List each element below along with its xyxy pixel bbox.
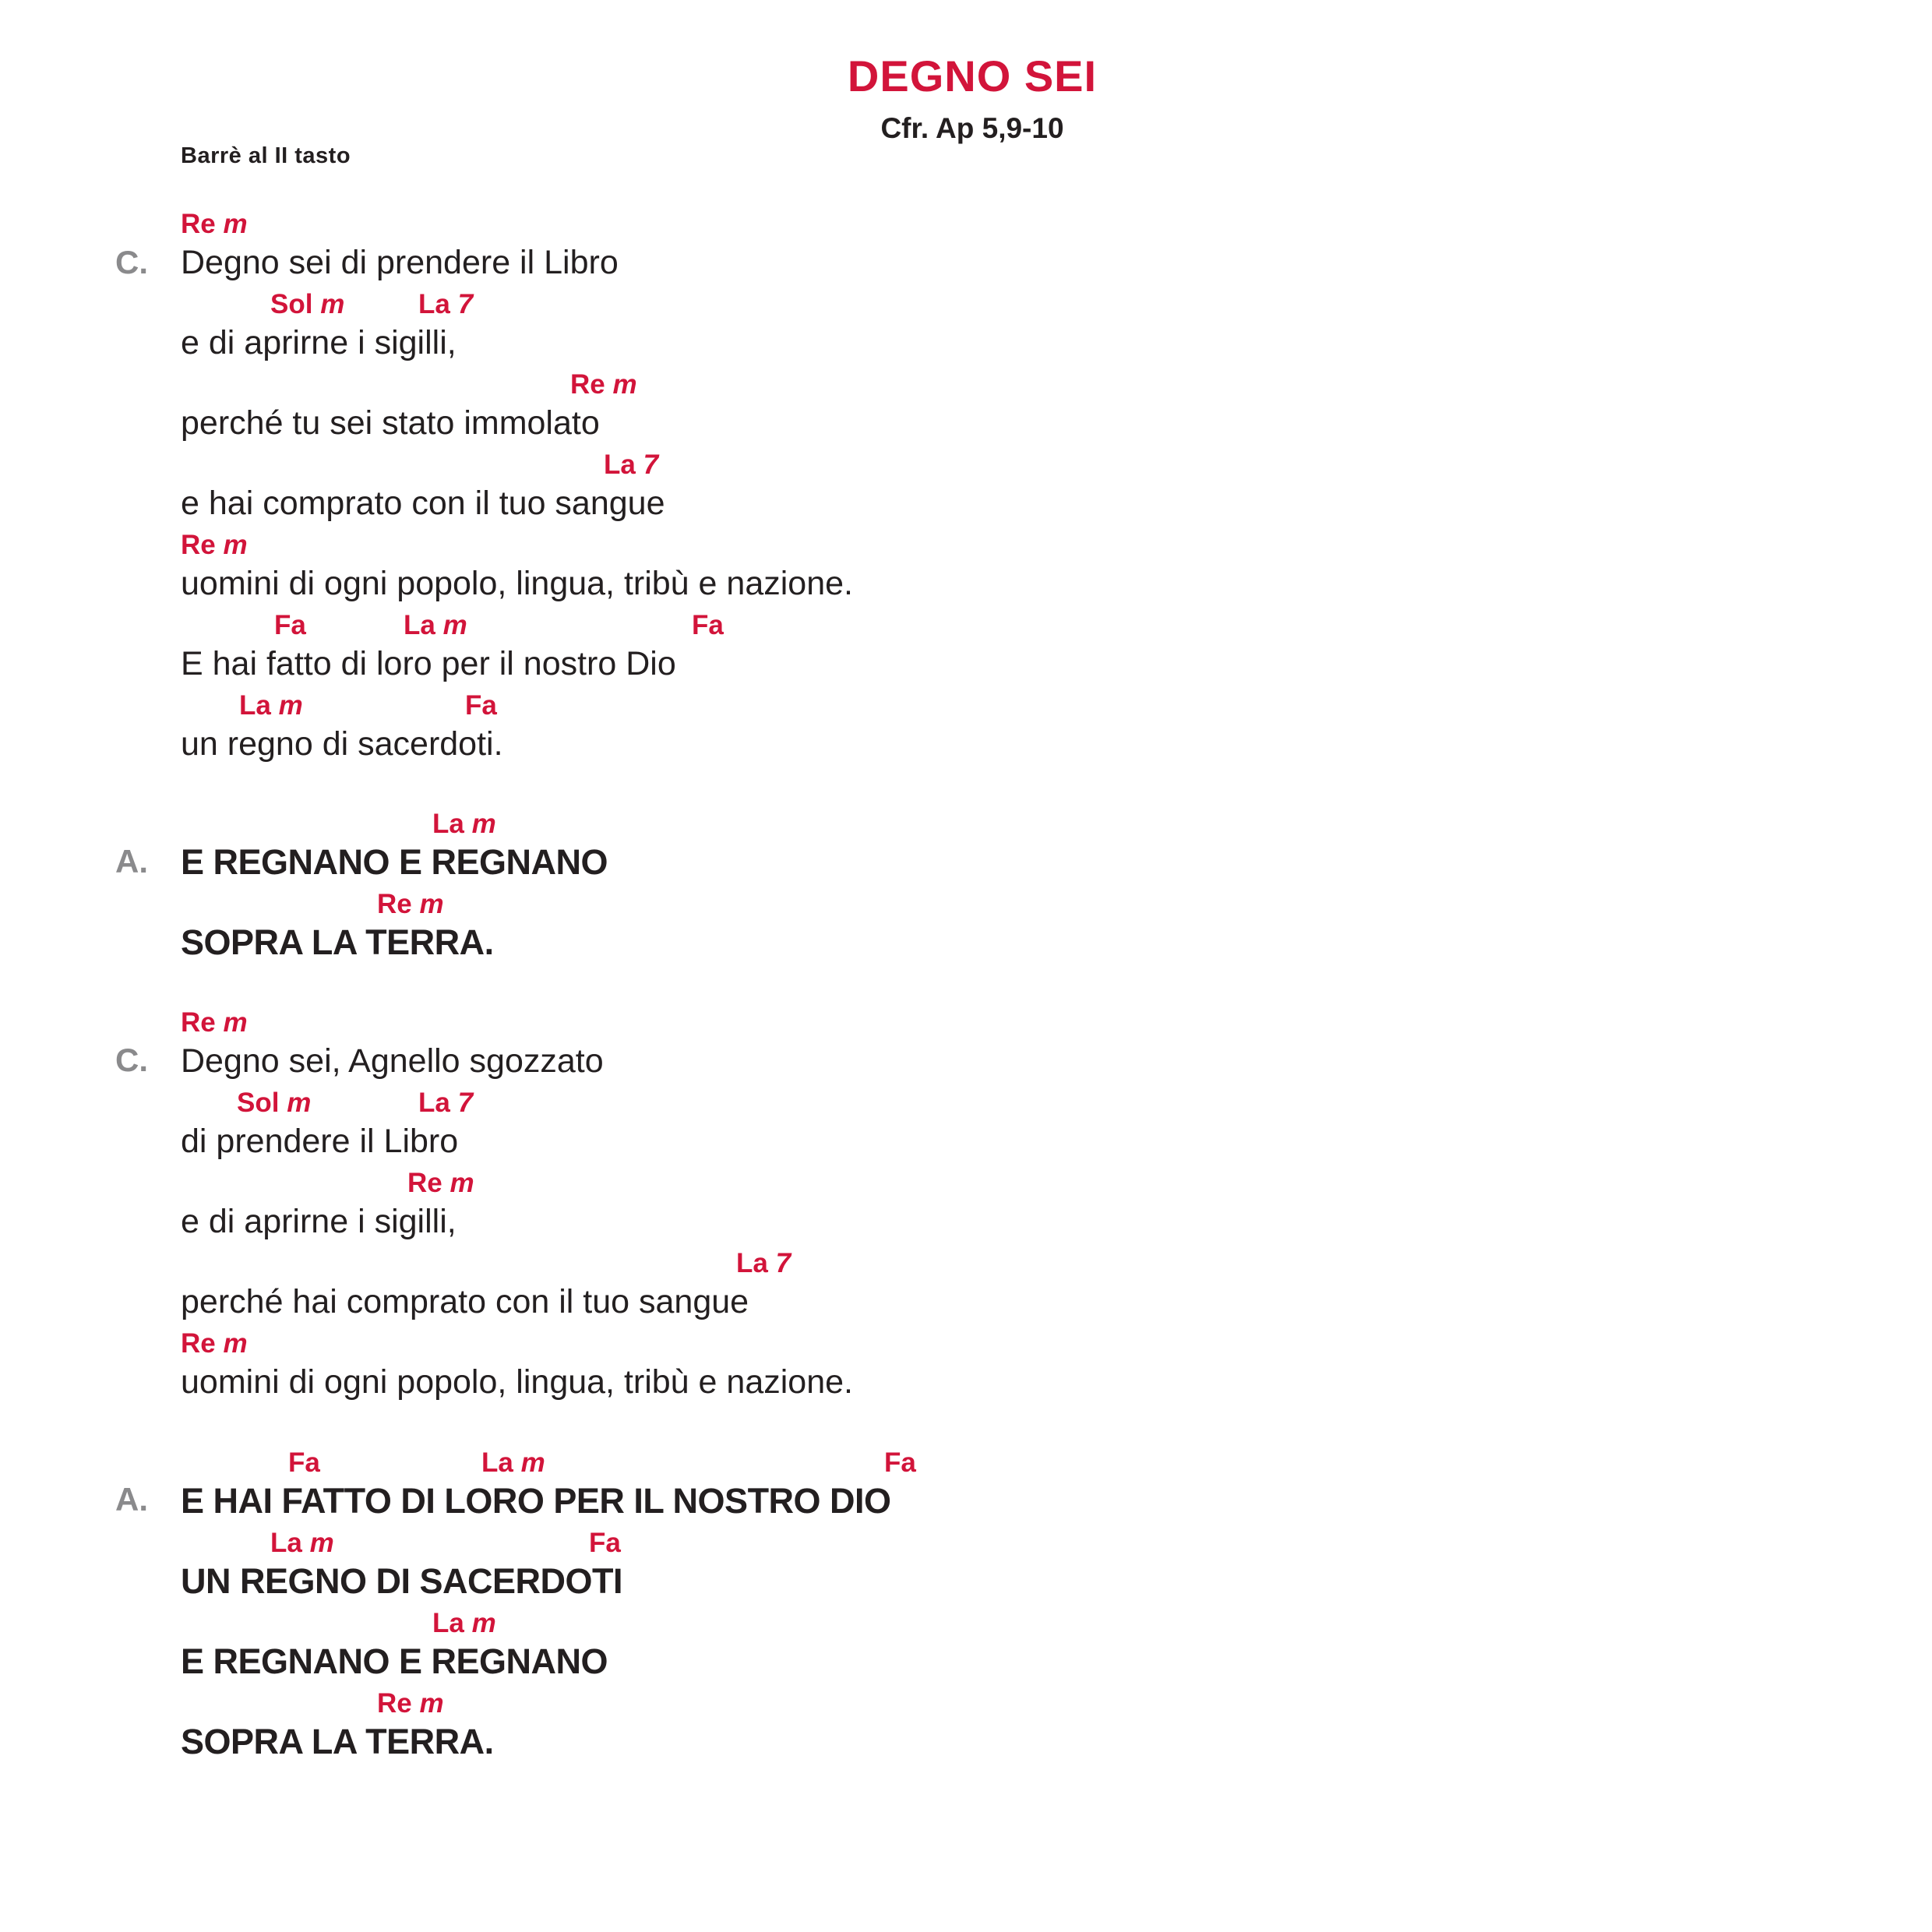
lyric-text: SOPRA LA TERRA. [181,1722,494,1761]
lyric-text: uomini di ogni popolo, lingua, tribù e nazione. [181,565,853,602]
capo-note: Barrè al II tasto [181,143,351,168]
chord: Fa [274,610,306,640]
chord: La m [481,1447,545,1478]
lyric-line [181,1330,1427,1411]
chord: Re m [181,530,248,560]
lyric-text: perché hai comprato con il tuo sangue [181,1283,749,1320]
lyric-text: E REGNANO E REGNANO [181,1641,608,1681]
lyric-text: e di aprirne i sigilli, [181,324,457,361]
chord: Re m [181,209,248,239]
lyric-line [181,371,1427,452]
song-title: DEGNO SEI [847,51,1098,100]
lyric-line [181,612,1427,693]
stanza-label-assembly: A. [115,843,148,880]
lyric-line [181,810,1427,891]
lyric-line [181,1169,1427,1250]
chord: Fa [692,610,724,640]
lyric-text: UN REGNO DI SACERDOTI [181,1561,623,1601]
lyric-text: Degno sei di prendere il Libro [181,244,619,281]
chord: La m [432,1608,496,1638]
chord: La m [404,610,467,640]
lyric-line [181,1449,1427,1530]
lyric-text: un regno di sacerdoti. [181,725,503,763]
stanza-label-cantor: C. [115,244,148,280]
chord: Sol m [237,1088,312,1118]
lyric-text: E REGNANO E REGNANO [181,842,608,882]
chord: Re m [181,1328,248,1359]
chord: La 7 [736,1248,791,1278]
chord: Fa [288,1447,320,1478]
lyric-text: di prendere il Libro [181,1123,459,1160]
lyric-text: uomini di ogni popolo, lingua, tribù e nazione. [181,1363,853,1401]
lyric-text: SOPRA LA TERRA. [181,922,494,962]
chord: Fa [589,1528,621,1558]
chord: Re m [377,889,444,919]
stanza-label-cantor: C. [115,1042,148,1078]
chord: Sol m [270,289,345,319]
chord: Fa [884,1447,916,1478]
lyric-line [181,1009,1427,1090]
chord: La 7 [604,450,659,480]
lyric-text: Degno sei, Agnello sgozzato [181,1042,604,1080]
chord: Re m [181,1007,248,1038]
lyric-line [181,1529,1427,1610]
bible-reference: Cfr. Ap 5,9-10 [880,112,1064,144]
lyric-text: E HAI FATTO DI LORO PER IL NOSTRO DIO [181,1481,891,1521]
lyric-line [181,692,1427,773]
chord: La m [432,809,496,839]
lyric-text: e di aprirne i sigilli, [181,1203,457,1240]
lyric-line [181,531,1427,612]
lyric-line [181,1089,1427,1170]
chord: Re m [407,1168,474,1198]
lyric-line [181,210,1427,291]
lyric-line [181,1609,1427,1690]
lyric-text: E hai fatto di loro per il nostro Dio [181,645,676,682]
lyric-line [181,1250,1427,1331]
chord: La m [270,1528,334,1558]
chord: La 7 [418,1088,474,1118]
chord: Re m [377,1688,444,1719]
lyric-line [181,291,1427,372]
chord: La m [239,690,303,721]
chord: La 7 [418,289,474,319]
lyric-line [181,451,1427,532]
stanza-label-assembly: A. [115,1481,148,1518]
lyric-line [181,890,1427,971]
chord: Re m [570,369,637,400]
lyric-text: perché tu sei stato immolato [181,404,600,442]
lyric-text: e hai comprato con il tuo sangue [181,485,665,522]
lyric-line [181,1690,1427,1771]
chord: Fa [465,690,497,721]
